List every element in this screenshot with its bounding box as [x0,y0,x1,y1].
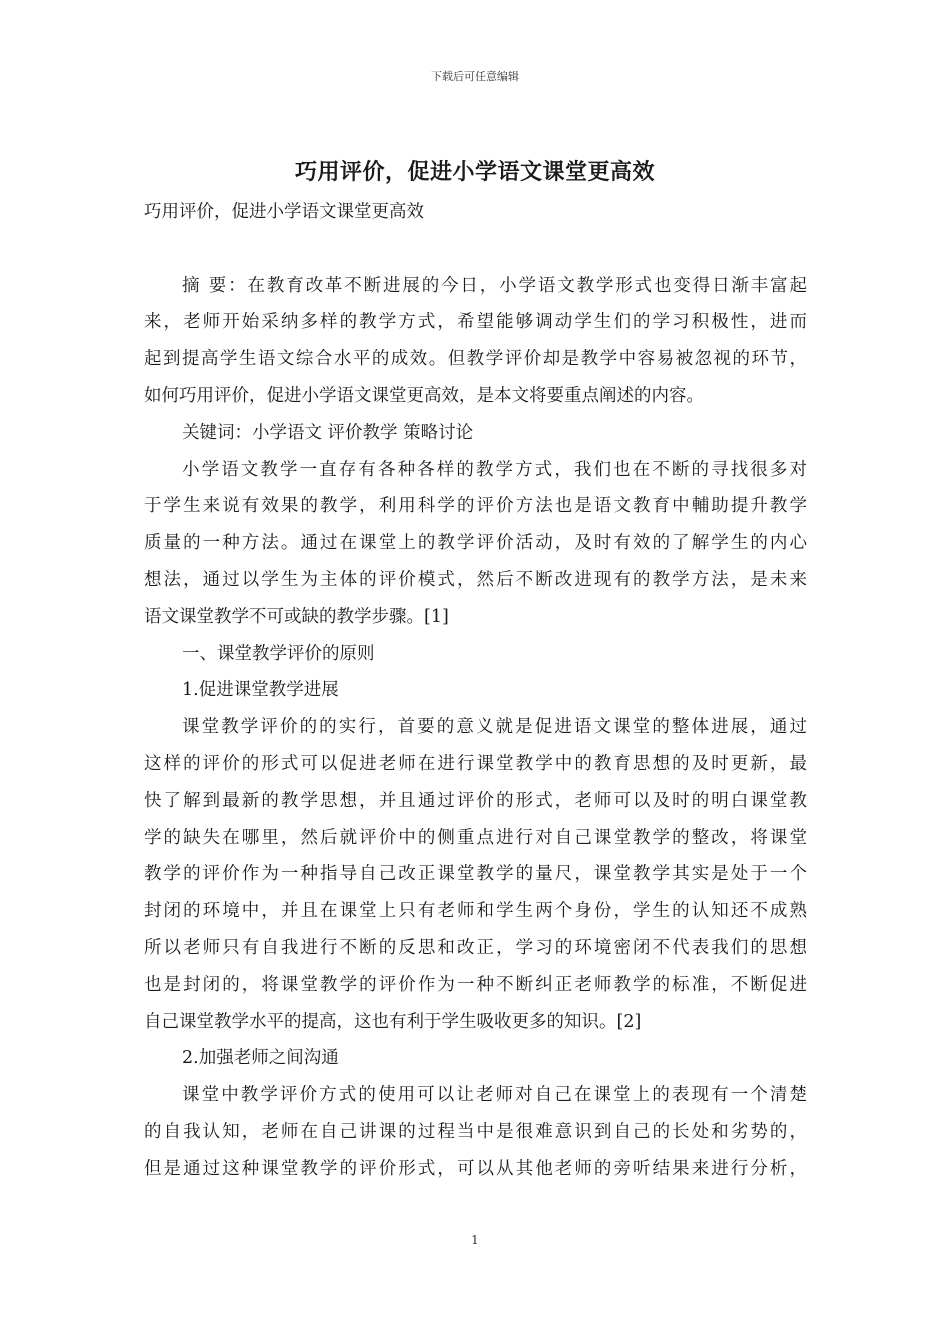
paragraph-line: 课堂中教学评价方式的使用可以让老师对自己在课堂上的表现有一个清楚 [182,1085,807,1106]
abstract-line: 起到提高学生语文综合水平的成效。但教学评价却是教学中容易被忽视的环节， [144,349,807,370]
paragraph-line: 课堂教学评价的的实行，首要的意义就是促进语文课堂的整体进展，通过 [182,717,807,738]
abstract-line: 如何巧用评价，促进小学语文课堂更高效，是本文将要重点阐述的内容。 [144,385,704,406]
paragraph-line: 的自我认知，老师在自己讲课的过程当中是很难意识到自己的长处和劣势的， [144,1121,807,1142]
paragraph-line: 但是通过这种课堂教学的评价形式，可以从其他老师的旁听结果来进行分析， [144,1158,807,1179]
section-heading: 一、课堂教学评价的原则 [182,643,375,664]
paragraph-line: 想法，通过以学生为主体的评价模式，然后不断改进现有的教学方法，是未来 [144,569,807,590]
subtitle: 巧用评价，促进小学语文课堂更高效 [144,202,424,222]
paragraph-line: 封闭的环境中，并且在课堂上只有老师和学生两个身份，学生的认知还不成熟 [144,901,807,922]
blank-line [144,231,807,268]
subsection-heading: 2.加强老师之间沟通 [182,1048,339,1069]
abstract-line: 来，老师开始采纳多样的教学方式，希望能够调动学生们的学习积极性，进而 [144,312,807,333]
paragraph-line: 快了解到最新的教学思想，并且通过评价的形式，老师可以及时的明白课堂教 [144,790,807,811]
page-number: 1 [471,1233,479,1247]
paragraph-line: 学的缺失在哪里，然后就评价中的侧重点进行对自己课堂教学的整改，将课堂 [144,827,807,848]
paragraph-line: 小学语文教学一直存有各种各样的教学方式，我们也在不断的寻找很多对 [182,459,807,480]
paragraph-line: 教学的评价作为一种指导自己改正课堂教学的量尺，课堂教学其实是处于一个 [144,864,807,885]
paragraph-line: 自己课堂教学水平的提高，这也有利于学生吸收更多的知识。[2] [144,1011,642,1032]
abstract-line: 摘 要：在教育改革不断进展的今日，小学语文教学形式也变得日渐丰富起 [182,275,807,296]
paragraph-line: 于学生来说有效果的教学，利用科学的评价方法也是语文教育中輔助提升教学 [144,496,807,517]
paragraph-line: 语文课堂教学不可或缺的教学步骤。[1] [144,606,449,627]
subsection-heading: 1.促进课堂教学进展 [182,680,339,701]
paragraph-line: 所以老师只有自我进行不断的反思和改正，学习的环境密闭不代表我们的思想 [144,937,807,958]
header-note: 下载后可任意编辑 [431,70,519,83]
document-body [144,194,807,1188]
paragraph-line: 这样的评价的形式可以促进老师在进行课堂教学中的教育思想的及时更新，最 [144,753,807,774]
document-title: 巧用评价，促进小学语文课堂更高效 [294,159,655,185]
paragraph-line: 也是封闭的，将课堂教学的评价作为一种不断纠正老师教学的标准，不断促进 [144,974,807,995]
paragraph-line: 质量的一种方法。通过在课堂上的教学评价活动，及时有效的了解学生的内心 [144,533,807,554]
keywords: 关键词：小学语文 评价教学 策略讨论 [182,422,474,443]
